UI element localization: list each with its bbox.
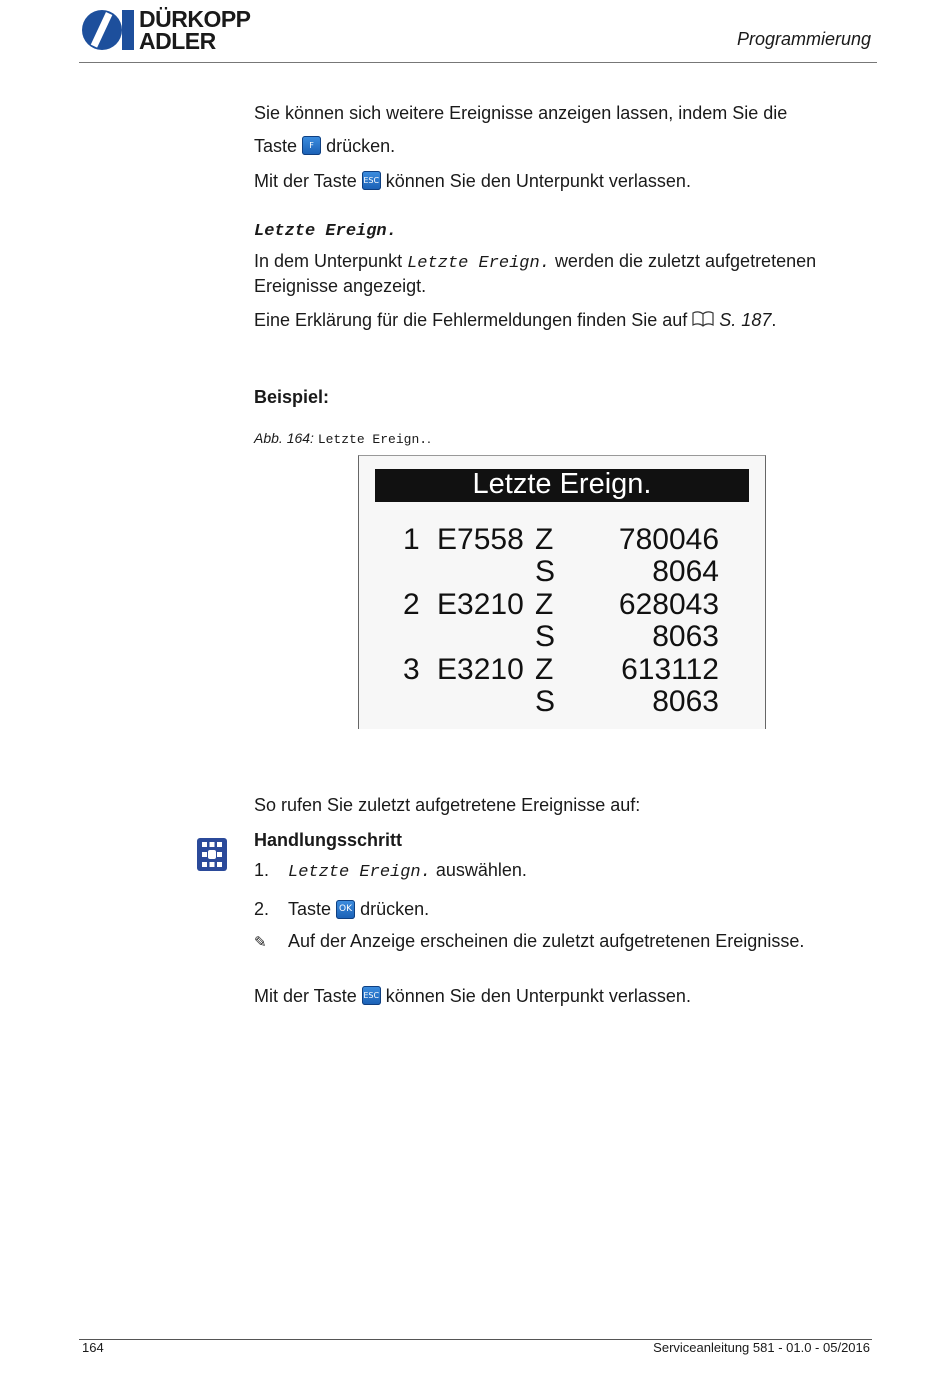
row-6-value: 8063: [652, 685, 719, 718]
figure-caption-label: Abb. 164:: [254, 430, 314, 446]
header-divider: [79, 62, 877, 63]
row-3-code: E3210: [437, 588, 524, 621]
logo-text-durkopp: DÜRKOPP: [139, 6, 251, 32]
logo-mark-icon: [80, 8, 136, 52]
result-arrow-icon: ✎: [254, 933, 267, 951]
intro-line-2-b: drücken.: [326, 136, 396, 156]
result-text: Auf der Anzeige erscheinen die zuletzt aufgetretenen Ereignisse.: [288, 931, 805, 951]
ok-key-icon: OK: [336, 900, 355, 919]
row-2-type: S: [535, 555, 556, 588]
step-2-b: drücken.: [360, 899, 430, 919]
para1-code: Letzte Ereign.: [407, 254, 550, 273]
section-heading: Letzte Ereign.: [254, 222, 397, 241]
intro-line-3-b: können Sie den Unterpunkt verlassen.: [385, 171, 691, 191]
f-key-icon: F: [302, 136, 321, 155]
row-3-value: 628043: [618, 588, 719, 621]
row-5-value: 613112: [621, 653, 719, 686]
row-5-code: E3210: [437, 653, 524, 686]
procedure-intro: So rufen Sie zuletzt aufgetretene Ereignisse auf:: [254, 795, 641, 815]
row-1-value: 780046: [618, 523, 719, 556]
document-identifier: Serviceanleitung 581 - 01.0 - 05/2016: [653, 1340, 870, 1355]
step-result: [254, 930, 804, 953]
intro-line-1: Sie können sich weitere Ereignisse anzeigen lassen, indem Sie die: [254, 103, 788, 123]
section-paragraph-1: [254, 250, 874, 297]
header-title: Programmierung: [736, 29, 871, 49]
row-3-type: Z: [535, 588, 554, 621]
book-icon: [692, 310, 719, 330]
esc-key-icon: ESC: [362, 171, 381, 190]
intro-line-3-a: Mit der Taste: [254, 171, 357, 191]
para2-a: Eine Erklärung für die Fehlermeldungen finden Sie auf: [254, 310, 688, 330]
para1-b: werden die zuletzt aufgetretenen: [554, 251, 817, 271]
step-2: [254, 898, 429, 920]
example-label: Beispiel:: [254, 387, 330, 407]
step-2-a: Taste: [288, 899, 332, 919]
row-5-number: 3: [403, 653, 420, 686]
page-number: 164: [82, 1340, 104, 1355]
figure-caption-end: .: [427, 430, 431, 446]
esc-key-icon-2: ESC: [362, 986, 381, 1005]
intro-line-3: [254, 170, 691, 192]
figure-caption-code: Letzte Ereign.: [317, 432, 428, 447]
exit-a: Mit der Taste: [254, 986, 357, 1006]
step-2-number: 2.: [254, 899, 270, 919]
row-1-type: Z: [535, 523, 554, 556]
para2-end: .: [771, 310, 777, 330]
logo-text-adler: ADLER: [139, 28, 216, 54]
row-6-type: S: [535, 685, 556, 718]
intro-line-2-a: Taste: [254, 136, 298, 156]
row-4-type: S: [535, 620, 556, 653]
page-reference-link[interactable]: S. 187: [719, 310, 772, 330]
row-2-value: 8064: [652, 555, 719, 588]
step-1-code: Letzte Ereign.: [288, 863, 431, 882]
display-title: Letzte Ereign.: [375, 469, 749, 502]
procedure-heading: Handlungsschritt: [254, 830, 403, 850]
section-paragraph-2: [254, 309, 776, 331]
row-1-number: 1: [403, 523, 420, 556]
exit-b: können Sie den Unterpunkt verlassen.: [385, 986, 691, 1006]
step-1: [254, 859, 527, 884]
row-4-value: 8063: [652, 620, 719, 653]
brand-logo: [80, 8, 270, 56]
row-3-number: 2: [403, 588, 420, 621]
figure-caption: [254, 430, 431, 447]
row-5-type: Z: [535, 653, 554, 686]
row-1-code: E7558: [437, 523, 524, 556]
exit-line: [254, 985, 691, 1007]
intro-line-2: [254, 135, 395, 157]
para1-a: In dem Unterpunkt: [254, 251, 403, 271]
event-display-screen: [358, 455, 766, 729]
step-1-text: auswählen.: [435, 860, 527, 880]
action-step-icon: [197, 838, 227, 871]
step-1-number: 1.: [254, 860, 270, 880]
para1-c: Ereignisse angezeigt.: [254, 276, 427, 296]
